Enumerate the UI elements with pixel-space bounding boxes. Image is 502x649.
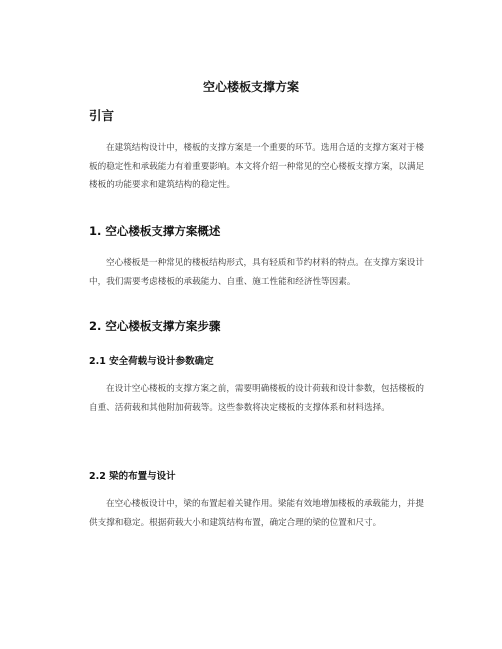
intro-heading: 引言	[89, 108, 115, 123]
section-2-1-heading: 2.1 安全荷载与设计参数确定	[89, 356, 214, 367]
section-2-2-paragraph: 在空心楼板设计中，梁的布置起着关键作用。梁能有效地增加楼板的承载能力，并提供支撑和稳定。根据荷载大小和建筑结构布置，确定合理的梁的位置和尺寸。	[89, 499, 424, 528]
section-2-heading: 2. 空心楼板支撑方案步骤	[89, 319, 221, 333]
intro-paragraph: 在建筑结构设计中，楼板的支撑方案是一个重要的环节。选用合适的支撑方案对于楼板的稳定性和承载能力有着重要影响。本文将介绍一种常见的空心楼板支撑方案，以满足楼板的功能要求和建筑结构的稳定性。	[89, 143, 425, 190]
section-2-1-paragraph: 在设计空心楼板的支撑方案之前，需要明确楼板的设计荷载和设计参数，包括楼板的自重、活荷载和其他附加荷载等。这些参数将决定楼板的支撑体系和材料选择。	[89, 384, 424, 413]
section-1-paragraph: 空心楼板是一种常见的楼板结构形式，具有轻质和节约材料的特点。在支撑方案设计中，我们需要考虑楼板的承载能力、自重、施工性能和经济性等因素。	[89, 258, 424, 287]
section-2-2-heading: 2.2 梁的布置与设计	[89, 471, 176, 482]
section-1-heading: 1. 空心楼板支撑方案概述	[89, 224, 221, 238]
document-title: 空心楼板支撑方案	[202, 80, 299, 94]
